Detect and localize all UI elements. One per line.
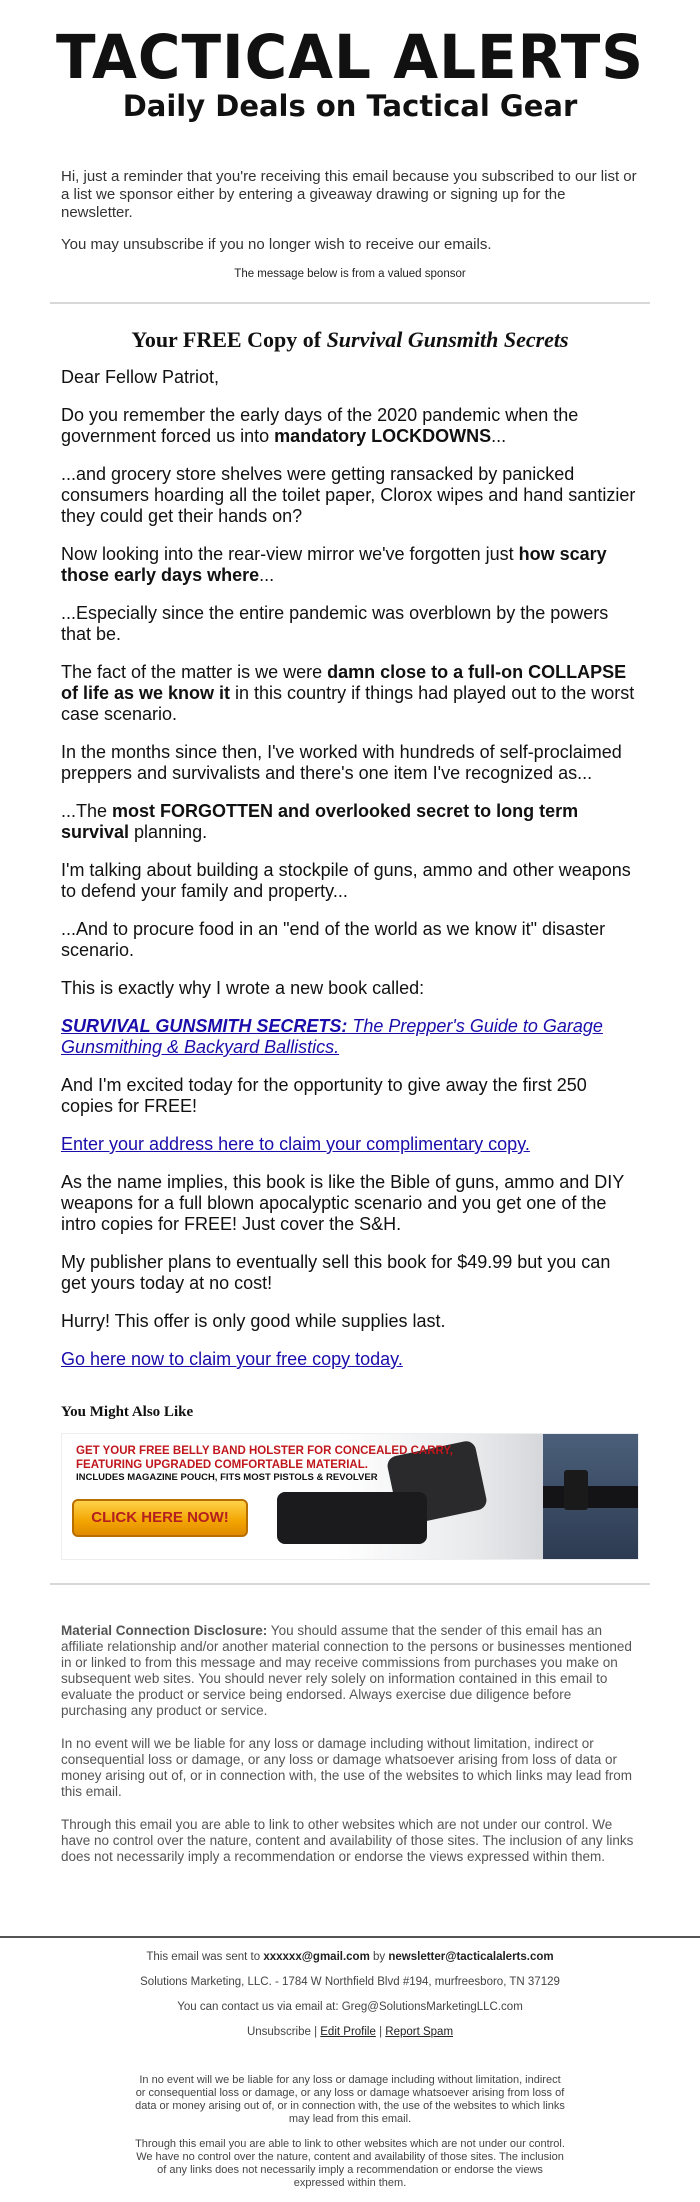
emphasis: mandatory LOCKDOWNS (274, 426, 492, 446)
liability-paragraph: In no event will we be liable for any loss or damage including without limitation, indirect or consequential loss or damage, or any loss or damage whatsoever arising from loss of data or money arising out of, or in connection with, the use of the websites to which links may lead from this email. (61, 1736, 633, 1799)
article-body (50, 367, 650, 1370)
disclosure-paragraph (61, 1623, 639, 1719)
also-like-heading: You Might Also Like (61, 1404, 194, 1420)
banner-line-2: FEATURING UPGRADED COMFORTABLE MATERIAL. (76, 1459, 368, 1471)
intro-text-unsubscribe: You may unsubscribe if you no longer wish to receive our emails. (61, 236, 492, 253)
book-link-title: SURVIVAL GUNSMITH SECRETS: (61, 1016, 348, 1036)
go-link-paragraph (61, 1349, 639, 1370)
text: ... (491, 426, 507, 446)
text: ... (259, 565, 275, 585)
emphasis: how scary those early days where (61, 544, 607, 585)
edit-profile-link[interactable]: Edit Profile (320, 2026, 376, 2038)
footer-liability-text: In no event will we be liable for any loss or damage including without limitation, indirect or consequential loss or damage, or any loss or damage whatsoever arising from loss of data or money arising out of, or in connection with, the use of the websites to which links may lead from this email. (135, 2074, 565, 2125)
book-link-subtitle: The Prepper's Guide to Garage Gunsmithing & Backyard Ballistics. (61, 1016, 603, 1057)
emphasis: most FORGOTTEN and overlooked secret to long term survival (61, 801, 579, 842)
paragraph: This is exactly why I wrote a new book called: (61, 978, 425, 998)
disclosure-text: You should assume that the sender of this email has an affiliate relationship and/or another material connection to the persons or businesses mentioned in or linked to from this message and may receive commissions from purchases you make on subsequent web sites. You should never rely solely on information contained in this email to evaluate the product or service being endorsed. Always exercise due diligence before purchasing any product or service. (61, 1623, 632, 1718)
sponsor-note: The message below is from a valued sponsor (234, 268, 466, 280)
email-footer (0, 1950, 700, 2202)
material-disclosure (50, 1623, 650, 1865)
text: ...The (61, 801, 113, 821)
intro-text-subscription: Hi, just a reminder that you're receiving this email because you subscribed to our list or a list we sponsor either by entering a giveaway drawing or signing up for the newsletter. (61, 168, 637, 221)
paragraph (61, 662, 639, 725)
footer-divider (0, 1936, 700, 1938)
paragraph: ...And to procure food in an "end of the world as we know it" disaster scenario. (61, 919, 606, 960)
text: Do you remember the early days of the 2020 pandemic when the government forced us into (61, 405, 579, 446)
pistol-image (564, 1470, 588, 1510)
article-headline (50, 327, 650, 353)
header-logo[interactable] (50, 0, 650, 128)
text: in this country if things had played out to the worst case scenario. (61, 683, 635, 724)
contact-line: You can contact us via email at: Greg@SolutionsMarketingLLC.com (177, 2001, 523, 2013)
text: The fact of the matter is we were (61, 662, 328, 682)
text: Now looking into the rear-view mirror we've forgotten just (61, 544, 519, 564)
footer-links (0, 2025, 700, 2039)
logo-subtitle: Daily Deals on Tactical Gear (122, 89, 578, 123)
external-links-paragraph: Through this email you are able to link to other websites which are not under our control. We have no control over the nature, content and availability of those sites. The inclusion of any links does not necessarily imply a recommendation or endorse the views expressed within them. (61, 1817, 634, 1864)
logo-title: TACTICAL ALERTS (55, 21, 645, 93)
claim-copy-link[interactable]: Enter your address here to claim your complimentary copy. (61, 1134, 530, 1154)
paragraph: And I'm excited today for the opportunity to give away the first 250 copies for FREE! (61, 1075, 587, 1116)
headline-book-title: Survival Gunsmith Secrets (326, 327, 569, 352)
headline-prefix: Your FREE Copy of (131, 327, 327, 352)
divider (50, 1583, 650, 1585)
paragraph: My publisher plans to eventually sell this book for $49.99 but you can get yours today at no cost! (61, 1252, 611, 1293)
paragraph: ...and grocery store shelves were getting ransacked by panicked consumers hoarding all the toilet paper, Clorox wipes and hand santizier they could get their hands on? (61, 464, 636, 526)
paragraph (61, 801, 639, 843)
book-link[interactable] (61, 1016, 603, 1057)
holster-ad-banner[interactable] (61, 1433, 639, 1560)
paragraph: As the name implies, this book is like the Bible of guns, ammo and DIY weapons for a full blown apocalyptic scenario and you get one of the intro copies for FREE! Just cover the S&H. (61, 1172, 624, 1234)
paragraph (61, 544, 639, 586)
separator: | (375, 2026, 386, 2038)
footer-external-links-text: Through this email you are able to link to other websites which are not under our control. We have no control over the nature, content and availability of those sites. The inclusion of any links does not necessarily imply a recommendation or endorse the views expressed within them. (135, 2138, 565, 2189)
banner-line-1: GET YOUR FREE BELLY BAND HOLSTER FOR CONCEALED CARRY, (76, 1445, 453, 1457)
footer-legal (135, 2074, 565, 2190)
paragraph: ...Especially since the entire pandemic was overblown by the powers that be. (61, 603, 609, 644)
disclosure-label: Material Connection Disclosure: (61, 1623, 268, 1638)
belly-band-image (543, 1486, 638, 1508)
emphasis: damn close to a full-on COLLAPSE of life as we know it (61, 662, 627, 703)
paragraph: In the months since then, I've worked with hundreds of self-proclaimed preppers and survivalists and there's one item I've recognized as... (61, 742, 622, 783)
book-link-paragraph (61, 1016, 639, 1058)
paragraph: Hurry! This offer is only good while supplies last. (61, 1311, 446, 1331)
paragraph: I'm talking about building a stockpile of guns, ammo and other weapons to defend your family and property... (61, 860, 631, 901)
report-spam-link[interactable]: Report Spam (385, 2026, 454, 2038)
sent-to-line (0, 1950, 700, 1964)
banner-line-3: INCLUDES MAGAZINE POUCH, FITS MOST PISTOLS & REVOLVER (76, 1472, 378, 1483)
email-container (50, 0, 650, 1865)
recipient-email: xxxxxx@gmail.com (263, 1951, 370, 1963)
text: by (369, 1951, 389, 1963)
go-claim-link[interactable]: Go here now to claim your free copy today. (61, 1349, 403, 1369)
banner-headline (76, 1444, 453, 1472)
belly-band-holster-image (277, 1492, 427, 1544)
paragraph (61, 405, 639, 447)
text: planning. (129, 822, 208, 842)
divider (50, 302, 650, 304)
greeting: Dear Fellow Patriot, (61, 367, 220, 387)
click-here-now-button[interactable]: CLICK HERE NOW! (72, 1499, 248, 1537)
claim-link-paragraph (61, 1134, 639, 1155)
separator: | (310, 2026, 321, 2038)
text: This email was sent to (146, 1951, 264, 1963)
unsubscribe-link[interactable]: Unsubscribe (246, 2026, 311, 2038)
sender-email: newsletter@tacticalalerts.com (388, 1951, 554, 1963)
company-address: Solutions Marketing, LLC. - 1784 W Northfield Blvd #194, murfreesboro, TN 37129 (140, 1976, 560, 1988)
intro-section (50, 168, 650, 254)
